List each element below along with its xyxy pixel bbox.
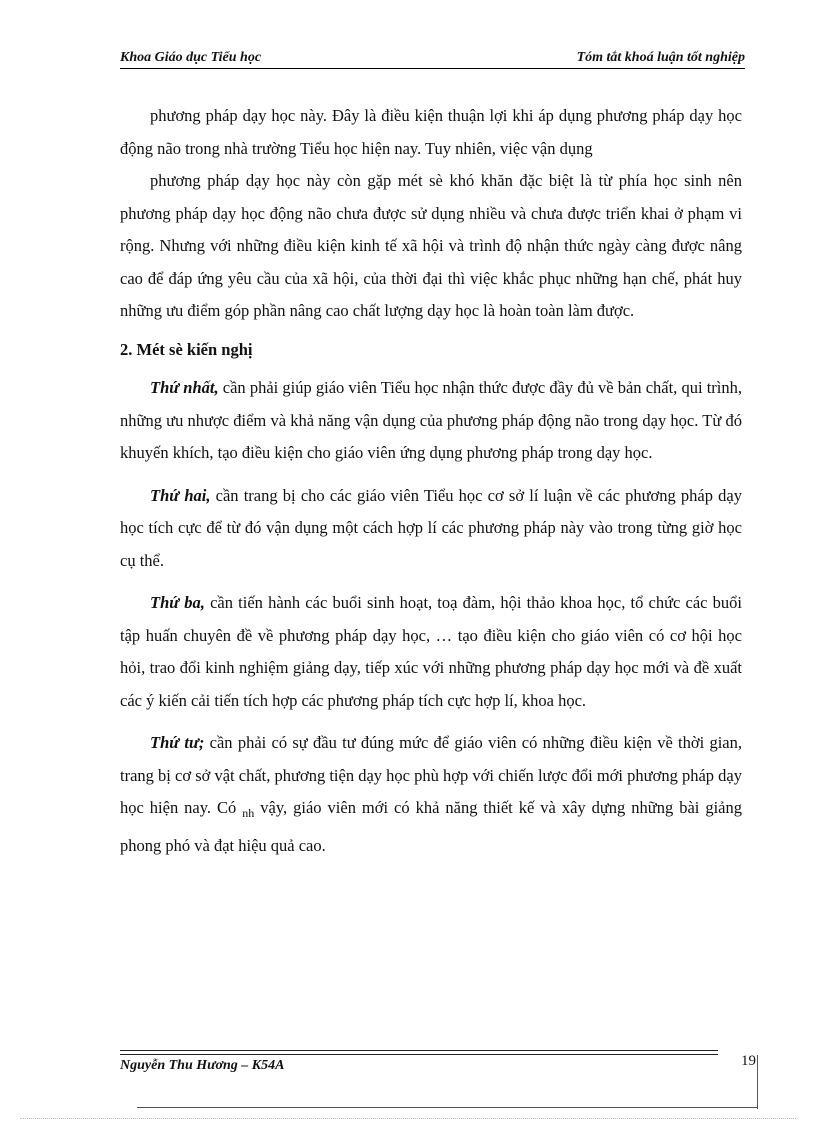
recommendation-lead: Thứ ba, [150, 593, 205, 612]
recommendation-lead: Thứ tư; [150, 733, 205, 752]
recommendation-lead: Thứ hai, [150, 485, 211, 505]
page-header [120, 48, 745, 70]
page-frame-edge [757, 1055, 758, 1109]
paragraph: phương pháp dạy học này. Đây là điều kiện thuận lợi khi áp dụng phương pháp dạy học động não trong nhà trường Tiểu học hiện nay. Tuy nhiên, việc vận dụng [120, 106, 742, 158]
page-frame-edge [137, 1107, 757, 1108]
header-document-title: Tóm tắt khoá luận tốt nghiệp [576, 50, 745, 65]
header-divider [120, 68, 745, 69]
page-number: 19 [741, 1053, 756, 1069]
footer-author: Nguyễn Thu Hương – K54A [120, 1058, 285, 1073]
section-heading: 2. Mét sè kiến nghị [120, 339, 253, 359]
recommendation-1 [120, 372, 742, 470]
recommendation-lead: Thứ nhất, [150, 378, 219, 397]
recommendation-text: cần trang bị cho các giáo viên Tiểu học cơ sở lí luận về các phương pháp dạy học tích cực để từ đó vận dụng một cách hợp lí các phương pháp này vào trong từng giờ học cụ thể. [120, 485, 743, 570]
recommendation-text: cần phải có sự đầu tư đúng mức để giáo viên có những điều kiện về thời gian, trang bị cơ sở vật chất, phương tiện dạy học phù hợp với chiến lược đổi mới phương pháp dạy học hiện nay. Có [120, 733, 742, 817]
stray-fragment: nh [242, 806, 255, 820]
paragraph: phương pháp dạy học này còn gặp mét sè khó khăn đặc biệt là từ phía học sinh nên phương pháp dạy học động não chưa được sử dụng nhiều và chưa được triển khai ở phạm vi rộng. Nhưng với những điều kiện kinh tế xã hội và trình độ nhận thức ngày càng được nâng cao để đáp ứng yêu cầu của xã hội, của thời đại thì việc khắc phục những hạn chế, phát huy những ưu điểm góp phần nâng cao chất lượng dạy học là hoàn toàn làm được. [120, 171, 742, 320]
recommendation-text: cần tiến hành các buổi sinh hoạt, toạ đàm, hội thảo khoa học, tổ chức các buổi tập huấn chuyên đề về phương pháp dạy học, … tạo điều kiện cho giáo viên có cơ hội học hỏi, trao đổi kinh nghiệm giảng dạy, tiếp xúc với những phương pháp dạy học mới và đề xuất các ý kiến cải tiến tích hợp các phương pháp tích cực hợp lí, khoa học. [120, 593, 742, 710]
recommendation-text-continued: vậy, giáo viên mới có khả năng thiết kế và xây dựng những bài giảng phong phó và đạt hiệu quả cao. [120, 798, 742, 855]
recommendation-4 [120, 727, 742, 862]
footer-divider [120, 1054, 718, 1055]
page-body [120, 100, 742, 862]
footer-divider [120, 1050, 718, 1051]
header-faculty: Khoa Giáo dục Tiểu học [120, 50, 262, 65]
recommendation-3 [120, 587, 742, 717]
recommendation-text: cần phải giúp giáo viên Tiểu học nhận thức được đầy đủ về bản chất, qui trình, những ưu nhược điểm và khả năng vận dụng của phương pháp động não trong dạy học. Từ đó khuyến khích, tạo điều kiện cho giáo viên ứng dụng phương pháp trong dạy học. [120, 378, 742, 462]
page-bottom-border [20, 1118, 796, 1119]
recommendation-2 [120, 480, 742, 578]
